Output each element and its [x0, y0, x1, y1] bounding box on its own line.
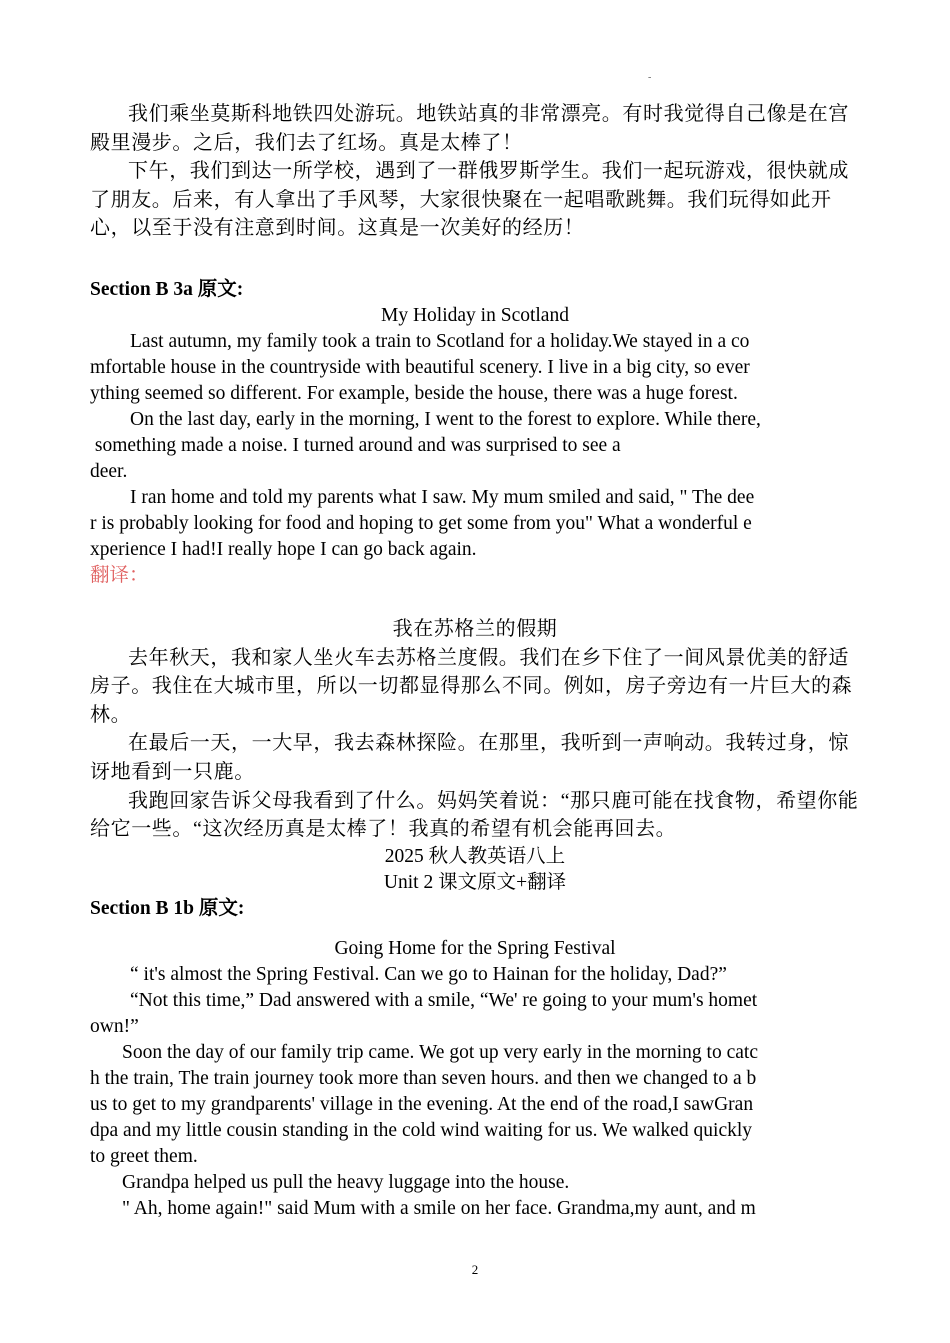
unit2-line-1: 2025 秋人教英语八上	[384, 845, 566, 867]
section-1b-paragraph-3: Soon the day of our family trip came. We got up very early in the morning to catc h the train, The train journey took more than seven hours. and then we changed to a b us to get to my grandparents' village in the evening. At the end of the road,I sawGran dpa and my little cousin standing in the cold wind waiting for us. We walked quickly to greet them.	[90, 1041, 758, 1167]
section-3a-paragraph-2: On the last day, early in the morning, I went to the forest to explore. While there, something made a noise. I turned around and was surprised to see a deer.	[90, 408, 761, 482]
section-3a-zh-title: 我在苏格兰的假期	[392, 617, 558, 640]
section-3a-title: My Holiday in Scotland	[381, 304, 569, 326]
section-3a-paragraph-3: I ran home and told my parents what I saw. My mum smiled and said, " The dee r is probably looking for food and hoping to get some from you" What a wonderful e xperience I had!I really hope I can go back again.	[90, 486, 755, 560]
page-number: 2	[471, 1262, 479, 1277]
section-1b-paragraph-4: Grandpa helped us pull the heavy luggage into the house.	[122, 1171, 570, 1193]
section-1b-title: Going Home for the Spring Festival	[334, 937, 616, 959]
section-3a-zh-paragraph-2: 在最后一天，一大早，我去森林探险。在那里，我听到一声响动。我转过身，惊讶地看到一只鹿。	[90, 732, 849, 783]
zh-intro-paragraph-2: 下午，我们到达一所学校，遇到了一群俄罗斯学生。我们一起玩游戏，很快就成了朋友。后来，有人拿出了手风琴，大家很快聚在一起唱歌跳舞。我们玩得如此开心，以至于没有注意到时间。这真是一次美好的经历！	[90, 160, 849, 240]
document-page	[90, 100, 860, 1222]
section-1b-paragraph-1: “ it's almost the Spring Festival. Can we go to Hainan for the holiday, Dad?”	[130, 963, 727, 985]
section-1b-paragraph-2: “Not this time,” Dad answered with a smile, “We' re going to your mum's homet own!”	[90, 989, 758, 1037]
section-3a-heading: Section B 3a 原文:	[90, 278, 244, 300]
zh-intro-paragraph-1: 我们乘坐莫斯科地铁四处游玩。地铁站真的非常漂亮。有时我觉得自己像是在宫殿里漫步。之后，我们去了红场。真是太棒了！	[90, 103, 849, 154]
translation-label: 翻译：	[90, 564, 149, 586]
section-3a-paragraph-1: Last autumn, my family took a train to Scotland for a holiday.We stayed in a co mfortable house in the countryside with beautiful scenery. I live in a big city, so ever ything seemed so different. For example, beside the house, there was a huge forest.	[90, 330, 750, 404]
header-mark: -	[648, 72, 652, 83]
section-3a-zh-paragraph-1: 去年秋天，我和家人坐火车去苏格兰度假。我们在乡下住了一间风景优美的舒适房子。我住在大城市里，所以一切都显得那么不同。例如，房子旁边有一片巨大的森林。	[90, 646, 853, 726]
section-3a-zh-paragraph-3: 我跑回家告诉父母我看到了什么。妈妈笑着说：“那只鹿可能在找食物，希望你能给它一些。“这次经历真是太棒了！我真的希望有机会能再回去。	[90, 789, 859, 841]
section-1b-heading: Section B 1b 原文:	[90, 897, 245, 919]
unit2-line-2: Unit 2 课文原文+翻译	[383, 871, 567, 893]
section-1b-paragraph-5: " Ah, home again!" said Mum with a smile on her face. Grandma,my aunt, and m	[122, 1197, 756, 1219]
